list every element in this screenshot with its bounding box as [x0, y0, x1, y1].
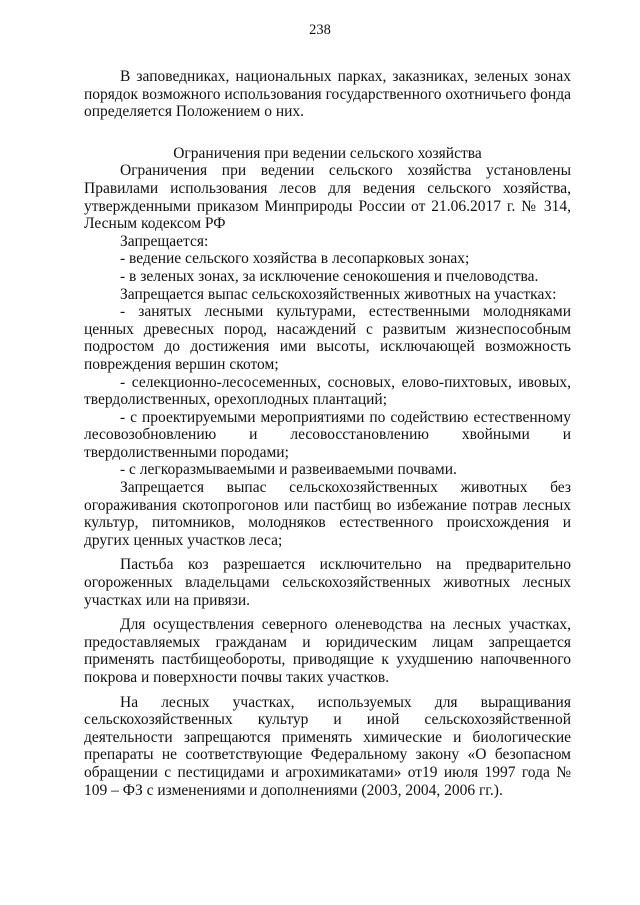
- spacer: [84, 609, 571, 616]
- grazing-label: Запрещается выпас сельскохозяйственных животных на участках:: [120, 285, 557, 303]
- grazing-item-2: - селекционно-лесосеменных, сосновых, елово-пихтовых, ивовых, твердолиственных, орехоплодных плантаций;: [84, 373, 571, 409]
- paragraph-chemicals: На лесных участках, используемых для выращивания сельскохозяйственных культур и иной сельскохозяйственной деятельности запрещаются применять химические и биологические препараты не соответствующие Федеральному закону «О безопасном обращении с пестицидами и агрохимикатами» от19 июля 1997 года № 109 – ФЗ с изменениями и дополнениями (2003, 2004, 2006 гг.).: [84, 693, 571, 799]
- grazing-item-3: - с проектируемыми мероприятиями по содействию естественному лесовозобновлению и лесовосстановлению хвойными и твердолиственными породами;: [84, 408, 571, 461]
- section-heading: Ограничения при ведении сельского хозяйства: [173, 144, 482, 162]
- paragraph-fencing: Запрещается выпас сельскохозяйственных животных без огораживания скотопрогонов или пастбищ во избежание потрав лесных культур, питомников, молодняков естественного происхождения и других ценных участков леса;: [84, 479, 571, 549]
- prohibited-item-2: - в зеленых зонах, за исключение сенокошения и пчеловодства.: [120, 267, 539, 285]
- spacer: [84, 549, 571, 556]
- prohibited-label: Запрещается:: [120, 232, 209, 250]
- page-number: 238: [309, 22, 331, 38]
- document-body: [84, 68, 571, 799]
- paragraph-reindeer: Для осуществления северного оленеводства на лесных участках, предоставляемых гражданам и юридическим лицам запрещается применять пастбищеобороты, приводящие к ухудшению напочвенного покрова и поверхности почвы таких участков.: [84, 616, 571, 686]
- grazing-item-1: - занятых лесными культурами, естественными молодняками ценных древесных пород, насаждений с развитым жизнеспособным подростом до достижения ими высоты, исключающей возможность повреждения вершин скотом;: [84, 303, 571, 373]
- paragraph-goats: Пастьба коз разрешается исключительно на предварительно огороженных владельцами сельскохозяйственных животных лесных участках или на привязи.: [84, 556, 571, 609]
- spacer: [84, 687, 571, 694]
- intro-paragraph: В заповедниках, национальных парках, заказниках, зеленых зонах порядок возможного использования государственного охотничьего фонда определяется Положением о них.: [84, 68, 571, 121]
- grazing-item-4: - с легкоразмываемыми и развеиваемыми почвами.: [120, 461, 457, 479]
- section-paragraph-regulations: Ограничения при ведении сельского хозяйства установлены Правилами использования лесов для ведения сельского хозяйства, утвержденными приказом Минприроды России от 21.06.2017 г. № 314, Лесным кодексом РФ: [84, 162, 571, 233]
- prohibited-item-1: - ведение сельского хозяйства в лесопарковых зонах;: [120, 250, 470, 268]
